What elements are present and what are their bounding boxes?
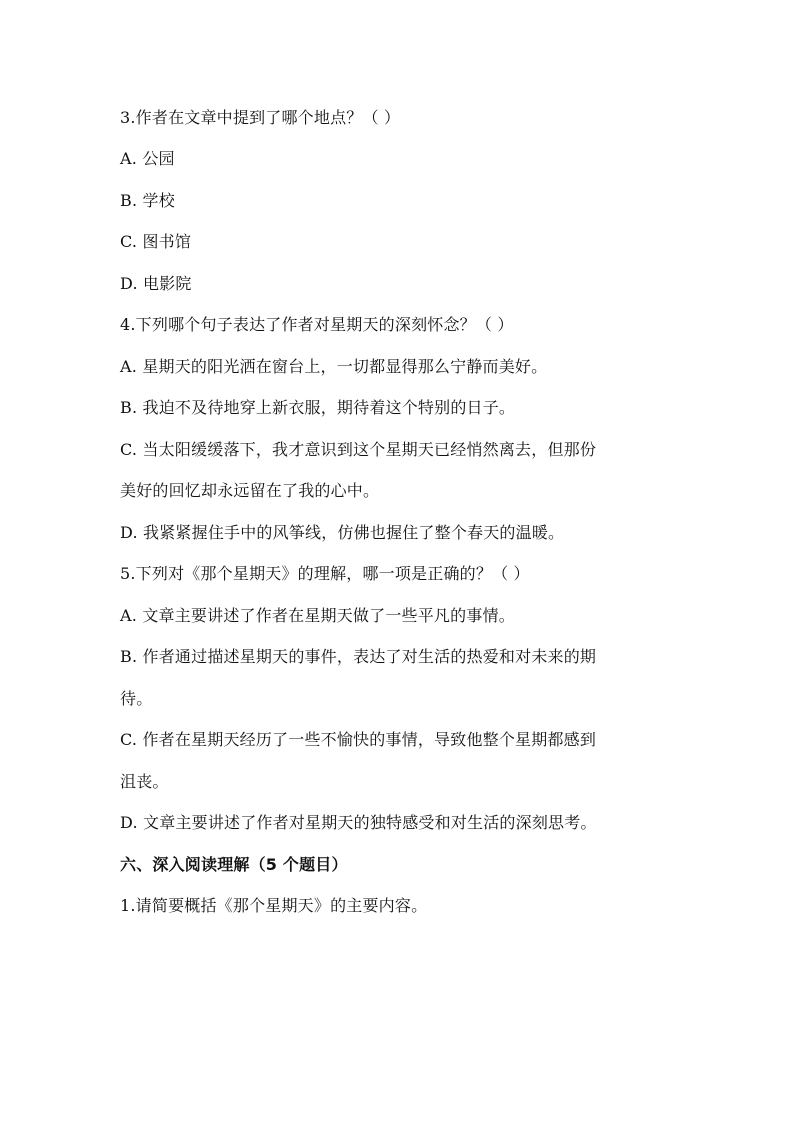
question-4-option-d: D. 我紧紧握住手中的风筝线，仿佛也握住了整个春天的温暖。 [120, 523, 565, 542]
question-5-option-d: D. 文章主要讲述了作者对星期天的独特感受和对生活的深刻思考。 [120, 813, 597, 832]
question-3-option-b: B. 学校 [120, 191, 175, 210]
section-6-heading: 六、深入阅读理解（5 个题目） [120, 855, 348, 874]
question-4-option-c-line2: 美好的回忆却永远留在了我的心中。 [120, 481, 380, 500]
question-5-stem: 5.下列对《那个星期天》的理解，哪一项是正确的？（ ） [120, 564, 530, 583]
question-3-option-a: A. 公园 [120, 149, 175, 168]
question-4-option-b: B. 我迫不及待地穿上新衣服，期待着这个特别的日子。 [120, 398, 516, 417]
question-4-stem: 4.下列哪个句子表达了作者对星期天的深刻怀念？（ ） [120, 315, 514, 334]
question-3-option-d: D. 电影院 [120, 274, 192, 293]
question-5-option-c-line2: 沮丧。 [120, 772, 169, 791]
question-3-option-c: C. 图书馆 [120, 232, 192, 251]
question-5-option-c-line1: C. 作者在星期天经历了一些不愉快的事情，导致他整个星期都感到 [120, 730, 597, 749]
question-3-stem: 3.作者在文章中提到了哪个地点？（ ） [120, 108, 401, 127]
question-4-option-c-line1: C. 当太阳缓缓落下，我才意识到这个星期天已经悄然离去，但那份 [120, 440, 597, 459]
question-4-option-a: A. 星期天的阳光洒在窗台上，一切都显得那么宁静而美好。 [120, 357, 548, 376]
section-6-question-1: 1.请简要概括《那个星期天》的主要内容。 [120, 896, 428, 915]
question-5-option-b-line1: B. 作者通过描述星期天的事件，表达了对生活的热爱和对未来的期 [120, 647, 597, 666]
question-5-option-b-line2: 待。 [120, 689, 153, 708]
question-5-option-a: A. 文章主要讲述了作者在星期天做了一些平凡的事情。 [120, 606, 515, 625]
